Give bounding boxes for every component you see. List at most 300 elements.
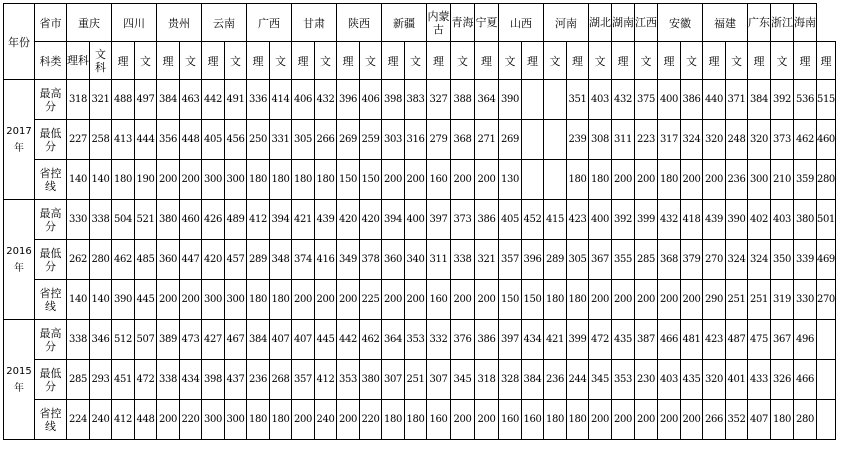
score-cell: 180 [544,400,567,440]
score-cell: 180 [567,160,589,200]
score-cell: 180 [247,400,270,440]
score-cell: 262 [67,240,90,280]
category-cell: 理 [202,42,225,80]
score-cell: 355 [612,240,635,280]
score-cell: 316 [405,120,427,160]
category-cell: 文 [635,42,658,80]
score-cell: 140 [67,160,90,200]
score-cell: 445 [135,280,157,320]
score-cell: 432 [658,200,681,240]
score-cell: 150 [522,280,544,320]
row-label: 最低分 [35,360,67,400]
score-cell: 340 [405,240,427,280]
score-cell: 200 [681,400,703,440]
score-cell: 401 [726,360,748,400]
score-cell: 360 [157,240,180,280]
category-cell: 理 [794,42,817,80]
score-cell: 460 [180,200,202,240]
score-cell: 512 [112,320,135,360]
score-cell: 348 [270,240,292,280]
table-row [4,360,836,400]
score-cell: 180 [589,160,612,200]
score-cell: 405 [499,200,522,240]
score-cell: 359 [794,160,817,200]
score-cell: 357 [499,240,522,280]
score-cell: 236 [247,360,270,400]
score-cell: 311 [427,240,451,280]
score-cell: 236 [726,160,748,200]
score-cell: 240 [315,400,337,440]
score-cell: 320 [703,120,726,160]
score-cell: 345 [589,360,612,400]
category-cell: 文 [360,42,382,80]
score-cell: 240 [90,400,112,440]
score-cell: 300 [202,280,225,320]
score-table [3,3,836,440]
score-cell: 397 [499,320,522,360]
score-cell: 463 [180,80,202,120]
score-cell: 319 [771,280,794,320]
score-cell: 368 [451,120,475,160]
score-cell: 485 [135,240,157,280]
score-cell: 140 [90,280,112,320]
province-sichuan: 四川 [112,4,157,42]
score-cell: 456 [225,120,247,160]
score-cell: 160 [522,400,544,440]
score-cell: 259 [360,120,382,160]
score-cell: 488 [112,80,135,120]
score-cell: 389 [157,320,180,360]
score-cell: 349 [337,240,360,280]
table-row [4,240,836,280]
province-header: 省市 [35,4,67,42]
category-cell: 理 [157,42,180,80]
score-cell: 321 [475,240,499,280]
category-cell: 文 [544,42,567,80]
score-cell: 230 [635,360,658,400]
score-cell: 180 [270,400,292,440]
row-label: 最低分 [35,240,67,280]
province-shanxi: 山西 [499,4,544,42]
row-label: 最高分 [35,320,67,360]
score-cell: 360 [382,240,405,280]
category-cell: 理 [817,42,836,80]
score-cell: 180 [247,280,270,320]
score-cell: 394 [382,200,405,240]
score-cell: 280 [817,160,836,200]
score-cell: 406 [292,80,315,120]
score-cell: 442 [202,80,225,120]
score-cell: 345 [451,360,475,400]
score-cell: 423 [703,320,726,360]
score-cell: 200 [475,400,499,440]
score-cell: 317 [658,120,681,160]
score-cell: 380 [157,200,180,240]
score-cell: 180 [405,400,427,440]
province-henan: 河南 [544,4,589,42]
score-cell: 285 [67,360,90,400]
score-cell: 200 [315,280,337,320]
score-cell: 190 [135,160,157,200]
score-cell: 200 [405,280,427,320]
score-cell: 384 [748,80,771,120]
score-cell: 326 [771,360,794,400]
score-cell: 300 [202,160,225,200]
score-cell: 200 [157,400,180,440]
score-cell: 300 [202,400,225,440]
score-cell: 308 [589,120,612,160]
category-cell: 理 [703,42,726,80]
score-cell: 414 [270,80,292,120]
row-label: 最高分 [35,80,67,120]
score-cell: 200 [451,160,475,200]
score-cell: 375 [635,80,658,120]
score-cell: 407 [292,320,315,360]
score-cell: 338 [90,200,112,240]
score-cell: 200 [612,160,635,200]
score-cell: 392 [771,80,794,120]
score-cell: 386 [475,200,499,240]
score-cell: 421 [544,320,567,360]
province-fujian: 福建 [703,4,748,42]
score-cell [544,80,567,120]
score-cell: 307 [382,360,405,400]
score-cell: 392 [612,200,635,240]
score-cell: 160 [427,280,451,320]
score-cell: 384 [157,80,180,120]
score-cell: 412 [315,360,337,400]
score-cell: 200 [451,400,475,440]
score-cell: 140 [67,280,90,320]
score-cell: 289 [544,240,567,280]
score-cell: 336 [247,80,270,120]
category-cell: 文 [405,42,427,80]
category-cell: 文 [726,42,748,80]
score-cell: 180 [112,160,135,200]
score-cell: 412 [112,400,135,440]
category-cell: 理 [567,42,589,80]
score-cell: 200 [337,400,360,440]
score-cell: 180 [771,400,794,440]
score-cell: 150 [360,160,382,200]
score-cell: 200 [451,280,475,320]
score-cell: 364 [475,80,499,120]
province-guangdong: 广东 [748,4,771,42]
score-cell: 407 [748,400,771,440]
score-cell: 376 [451,320,475,360]
score-cell: 437 [225,360,247,400]
score-cell: 324 [726,240,748,280]
score-cell: 150 [499,280,522,320]
score-cell: 423 [567,200,589,240]
score-cell: 270 [817,280,836,320]
score-cell: 200 [157,280,180,320]
score-cell: 200 [612,280,635,320]
score-cell: 462 [112,240,135,280]
province-xinjiang: 新疆 [382,4,427,42]
score-cell: 250 [247,120,270,160]
score-cell: 469 [817,240,836,280]
score-cell: 180 [567,280,589,320]
category-cell: 文科 [90,42,112,80]
year-cell: 2016年 [4,200,35,320]
score-cell: 406 [360,80,382,120]
score-cell: 130 [499,160,522,200]
score-cell: 439 [315,200,337,240]
score-cell: 475 [748,320,771,360]
score-cell: 150 [337,160,360,200]
score-cell: 330 [794,280,817,320]
score-cell: 398 [202,360,225,400]
score-cell: 338 [451,240,475,280]
province-ningxia: 宁夏 [475,4,499,42]
score-cell: 496 [794,320,817,360]
score-cell: 200 [180,160,202,200]
score-cell: 180 [658,160,681,200]
score-cell: 248 [726,120,748,160]
category-cell: 理 [427,42,451,80]
score-cell: 507 [135,320,157,360]
score-cell: 266 [703,400,726,440]
category-cell: 理 [748,42,771,80]
table-row [4,200,836,240]
province-shaanxi: 陕西 [337,4,382,42]
score-cell: 307 [427,360,451,400]
province-hainan: 海南 [794,4,817,42]
score-cell: 439 [703,200,726,240]
score-cell: 387 [635,320,658,360]
score-cell: 396 [522,240,544,280]
score-cell: 403 [658,360,681,400]
score-cell: 305 [292,120,315,160]
score-cell: 403 [589,80,612,120]
category-header-row [4,42,836,80]
province-guizhou: 贵州 [157,4,202,42]
score-cell: 320 [703,360,726,400]
score-cell: 405 [202,120,225,160]
province-zhejiang: 浙江 [771,4,794,42]
category-cell: 理 [112,42,135,80]
score-cell: 435 [612,320,635,360]
score-cell: 180 [567,400,589,440]
score-cell: 200 [589,400,612,440]
score-cell: 357 [292,360,315,400]
category-cell: 文 [225,42,247,80]
category-cell: 理 [382,42,405,80]
score-cell: 451 [112,360,135,400]
province-chongqing: 重庆 [67,4,112,42]
score-cell: 521 [135,200,157,240]
score-cell [544,160,567,200]
score-cell: 412 [247,200,270,240]
score-cell: 457 [225,240,247,280]
score-cell [522,160,544,200]
score-cell: 280 [90,240,112,280]
score-cell: 324 [681,120,703,160]
score-cell: 489 [225,200,247,240]
score-cell: 432 [612,80,635,120]
score-cell: 413 [112,120,135,160]
score-cell: 290 [703,280,726,320]
score-cell: 398 [382,80,405,120]
score-cell: 311 [612,120,635,160]
score-cell: 320 [748,120,771,160]
province-header-row [4,4,836,42]
score-cell: 200 [337,280,360,320]
score-cell: 332 [427,320,451,360]
row-label: 省控线 [35,400,67,440]
score-cell: 318 [67,80,90,120]
score-cell: 352 [726,400,748,440]
score-cell: 200 [681,160,703,200]
score-cell [817,320,836,360]
score-cell: 380 [360,360,382,400]
score-cell: 225 [360,280,382,320]
year-cell: 2017年 [4,80,35,200]
score-cell: 200 [292,400,315,440]
score-cell: 351 [567,80,589,120]
score-cell: 390 [112,280,135,320]
score-cell: 330 [67,200,90,240]
province-neimenggu: 内蒙古 [427,4,451,42]
score-cell: 536 [794,80,817,120]
score-cell [544,120,567,160]
score-cell: 462 [360,320,382,360]
score-cell: 384 [247,320,270,360]
score-cell: 367 [589,240,612,280]
score-cell: 390 [726,200,748,240]
score-cell: 378 [360,240,382,280]
year-header: 年份 [4,4,35,80]
score-cell: 210 [771,160,794,200]
score-cell: 380 [794,200,817,240]
score-cell: 338 [157,360,180,400]
score-cell: 200 [658,280,681,320]
score-cell: 373 [771,120,794,160]
score-cell: 432 [315,80,337,120]
score-cell: 356 [157,120,180,160]
category-cell: 理 [522,42,544,80]
score-cell: 434 [180,360,202,400]
score-cell: 353 [612,360,635,400]
category-cell: 文 [315,42,337,80]
category-cell: 文 [771,42,794,80]
score-cell: 180 [292,160,315,200]
score-cell: 497 [135,80,157,120]
table-row [4,80,836,120]
score-cell: 200 [292,280,315,320]
score-cell: 444 [135,120,157,160]
category-cell: 理科 [67,42,90,80]
score-cell: 200 [157,160,180,200]
score-cell: 442 [337,320,360,360]
score-cell: 338 [67,320,90,360]
province-guangxi: 广西 [247,4,292,42]
score-cell: 353 [337,360,360,400]
province-jiangxi: 江西 [635,4,658,42]
score-cell: 346 [90,320,112,360]
score-cell: 462 [794,120,817,160]
score-cell: 160 [499,400,522,440]
score-cell: 374 [292,240,315,280]
score-cell: 379 [681,240,703,280]
score-cell: 445 [315,320,337,360]
score-cell: 280 [794,400,817,440]
score-cell: 400 [589,200,612,240]
score-cell: 200 [612,400,635,440]
score-cell: 200 [589,280,612,320]
score-cell: 266 [315,120,337,160]
score-cell: 460 [817,120,836,160]
score-cell: 447 [180,240,202,280]
score-cell: 466 [794,360,817,400]
score-cell: 403 [771,200,794,240]
score-cell: 416 [315,240,337,280]
score-cell: 303 [382,120,405,160]
score-cell: 400 [658,80,681,120]
score-cell: 373 [451,200,475,240]
score-cell: 293 [90,360,112,400]
score-cell: 279 [427,120,451,160]
score-cell: 300 [748,160,771,200]
score-cell: 328 [499,360,522,400]
score-cell: 180 [382,400,405,440]
score-cell: 473 [180,320,202,360]
score-cell: 371 [726,80,748,120]
score-cell: 433 [748,360,771,400]
row-label: 最高分 [35,200,67,240]
score-cell: 390 [499,80,522,120]
category-cell: 理 [658,42,681,80]
province-gansu: 甘肃 [292,4,337,42]
score-cell: 426 [202,200,225,240]
category-cell: 文 [451,42,475,80]
score-cell: 227 [67,120,90,160]
province-qinghai: 青海 [451,4,475,42]
category-cell: 文 [270,42,292,80]
table-row [4,400,836,440]
score-cell: 402 [748,200,771,240]
score-cell: 220 [180,400,202,440]
score-cell: 396 [337,80,360,120]
score-cell: 466 [658,320,681,360]
score-cell: 200 [681,280,703,320]
score-cell: 386 [475,320,499,360]
score-cell: 440 [703,80,726,120]
score-cell: 421 [292,200,315,240]
score-cell: 251 [748,280,771,320]
score-cell: 504 [112,200,135,240]
score-cell: 223 [635,120,658,160]
score-table-body [4,80,836,440]
score-cell: 515 [817,80,836,120]
score-cell: 271 [475,120,499,160]
category-cell: 文 [681,42,703,80]
category-cell: 理 [247,42,270,80]
score-cell: 339 [794,240,817,280]
score-cell: 350 [771,240,794,280]
score-cell: 180 [270,280,292,320]
score-cell: 397 [427,200,451,240]
score-cell: 300 [225,400,247,440]
row-label: 省控线 [35,160,67,200]
table-row [4,280,836,320]
score-cell: 200 [382,280,405,320]
category-cell: 理 [612,42,635,80]
score-cell: 200 [658,400,681,440]
category-cell: 文 [499,42,522,80]
province-yunnan: 云南 [202,4,247,42]
